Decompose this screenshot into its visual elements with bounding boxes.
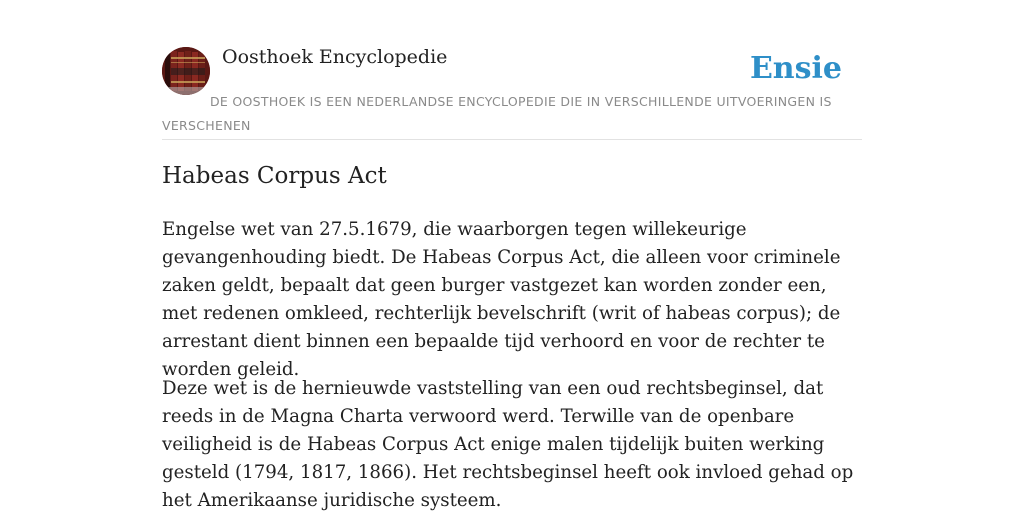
- brand-logo[interactable]: Ensie: [749, 51, 842, 86]
- article-title: Habeas Corpus Act: [162, 163, 387, 189]
- article-paragraph-1: Engelse wet van 27.5.1679, die waarborgen tegen willekeurige gevangenhouding biedt. De Habeas Corpus Act, die alleen voor criminele zaken geldt, bepaalt dat geen burger vastgezet kan worden zonder een, met redenen omkleed, rechterlijk bevelschrift (writ of habeas corpus); de arrestant dient binnen een bepaalde tijd verhoord en voor de rechter te worden geleid.: [162, 219, 841, 380]
- page-container: [162, 0, 862, 512]
- encyclopedia-books-icon[interactable]: [162, 47, 210, 95]
- site-tagline: DE OOSTHOEK IS EEN NEDERLANDSE ENCYCLOPEDIE DIE IN VERSCHILLENDE UITVOERINGEN IS VERSCHENEN: [162, 94, 832, 133]
- header-divider: [162, 139, 862, 140]
- site-title[interactable]: Oosthoek Encyclopedie: [222, 46, 448, 68]
- article-paragraph-2: Deze wet is de hernieuwde vaststelling van een oud rechtsbeginsel, dat reeds in de Magna Charta verwoord werd. Terwille van de openbare veiligheid is de Habeas Corpus Act enige malen tijdelijk buiten werking gesteld (1794, 1817, 1866). Het rechtsbeginsel heeft ook invloed gehad op het Amerikaanse juridische systeem.: [162, 378, 854, 511]
